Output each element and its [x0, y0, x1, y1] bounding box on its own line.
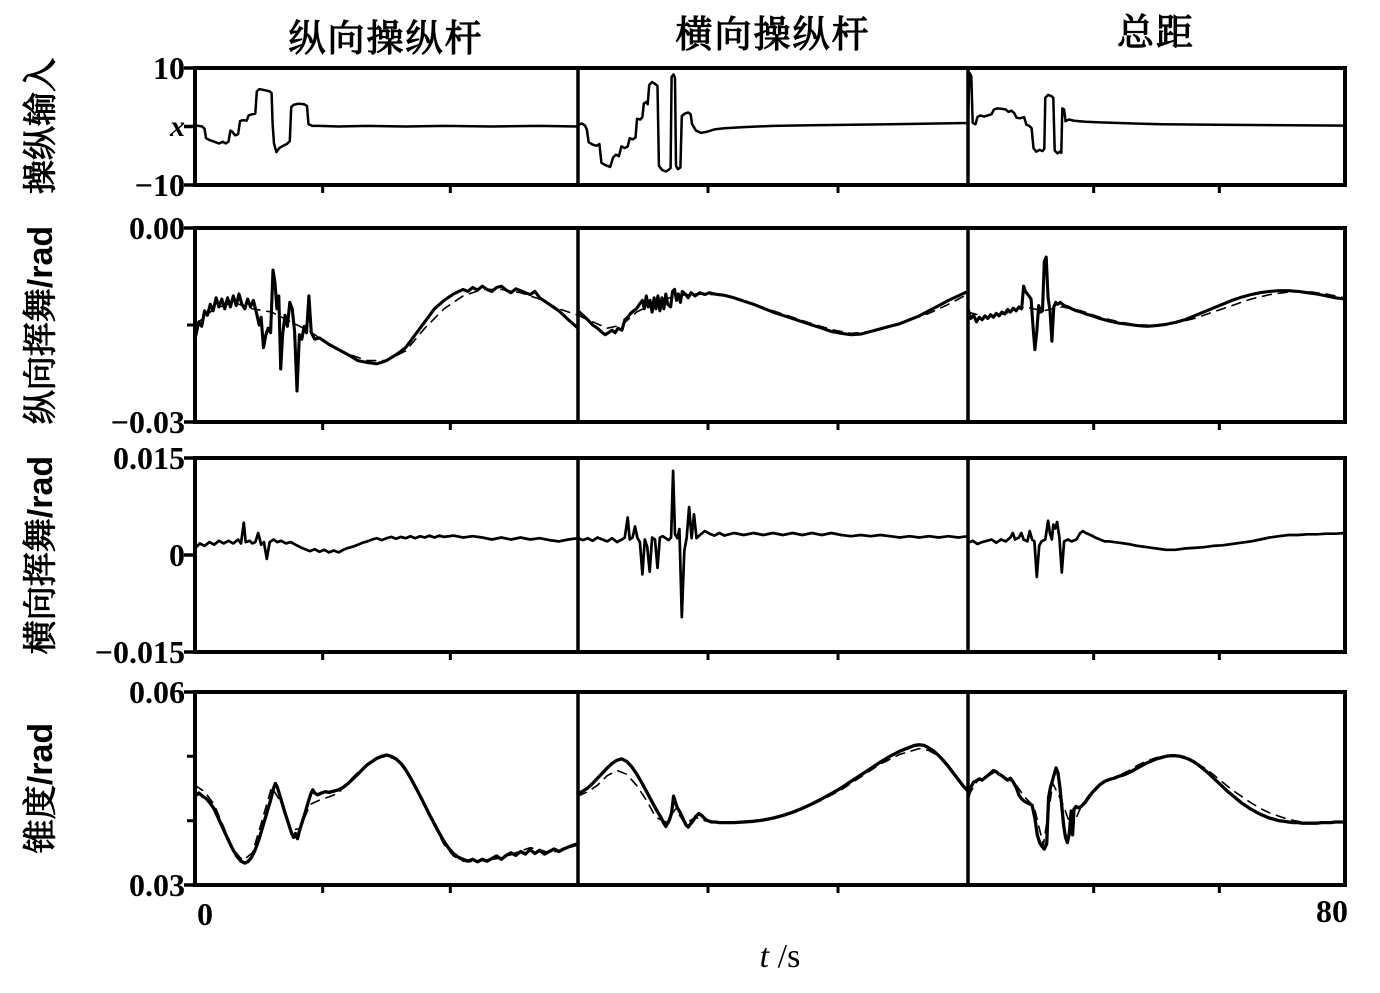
measured-curve: [195, 270, 578, 391]
column-header-lateral-stick: 横向操纵杆: [675, 14, 871, 55]
xtick-start: 0: [197, 896, 213, 932]
identified-curve-dashed: [578, 749, 968, 824]
plot-row-lateral-flap: [183, 456, 1357, 664]
ytick-row4-top: 0.06: [129, 674, 185, 710]
xtick-end: 80: [1316, 893, 1348, 929]
ytick-row4-bottom: 0.03: [129, 867, 185, 903]
measured-curve: [195, 523, 578, 559]
panel-frame: [195, 692, 1345, 885]
panel-frame: [195, 458, 1345, 652]
x-axis-variable: t: [759, 938, 770, 975]
ytick-row3-top: 0.015: [113, 440, 185, 476]
measured-curve: [195, 89, 578, 152]
ytick-row3-mid: 0: [169, 537, 185, 573]
identified-curve-dashed: [968, 291, 1345, 325]
ytick-row1-mid-x: x: [170, 110, 185, 143]
ytick-row1-top: 10: [153, 50, 185, 86]
row-label-control-input: 操纵输入: [22, 58, 60, 194]
measured-curve: [968, 756, 1345, 849]
ytick-row1-bottom: −10: [134, 167, 185, 203]
x-axis-title: [670, 938, 890, 976]
column-header-collective: 总距: [1117, 12, 1195, 53]
row-label-longitudinal-flap: 纵向挥舞/rad: [22, 225, 60, 425]
plot-row-coning: [183, 690, 1357, 897]
plot-row-longitudinal-flap: [183, 226, 1357, 434]
column-header-longitudinal-stick: 纵向操纵杆: [288, 18, 484, 59]
measured-curve: [195, 755, 578, 863]
ytick-row3-bottom: −0.015: [94, 634, 185, 670]
row-label-lateral-flap: 横向挥舞/rad: [22, 455, 60, 655]
identified-curve-dashed: [195, 756, 578, 862]
panel-frame: [195, 228, 1345, 422]
measured-curve: [968, 73, 1345, 154]
measured-curve: [968, 257, 1345, 350]
plot-row-control-input: [183, 66, 1357, 197]
measured-curve: [578, 74, 968, 171]
ytick-row2-top: 0.00: [129, 210, 185, 246]
measured-curve: [578, 471, 968, 617]
x-axis-unit: /s: [777, 938, 801, 975]
ytick-row2-bottom: −0.03: [110, 404, 185, 440]
measured-curve: [968, 521, 1345, 577]
row-label-coning: 锥度/rad: [22, 722, 60, 854]
